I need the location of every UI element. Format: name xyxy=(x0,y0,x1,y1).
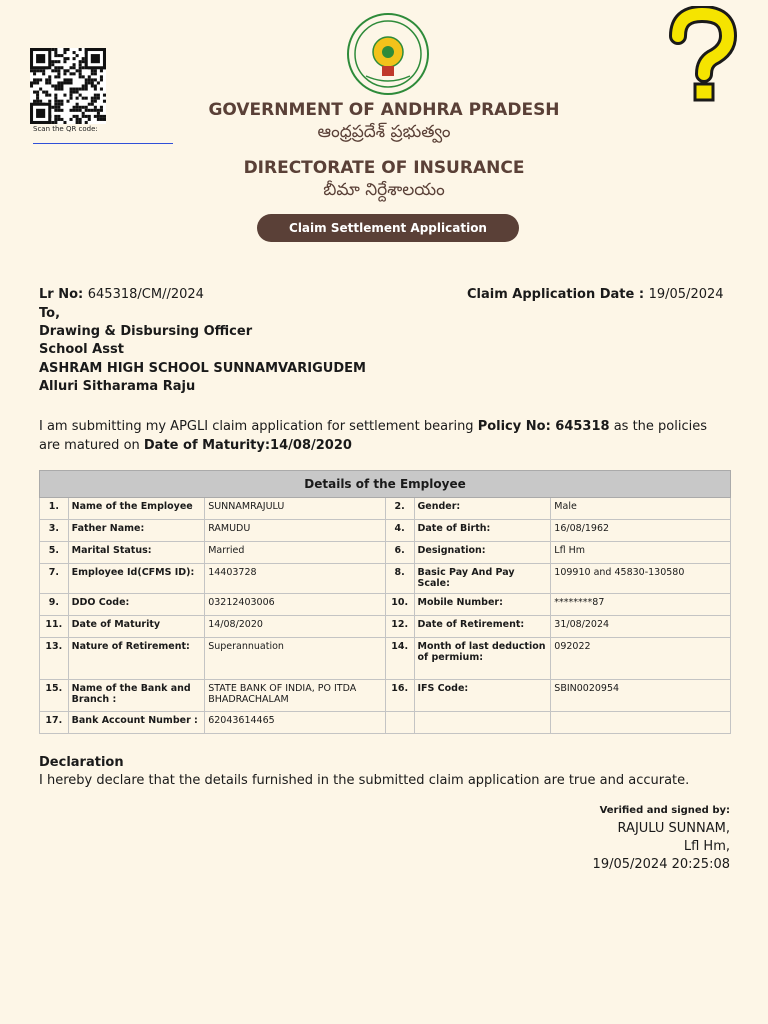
field-number: 10. xyxy=(385,594,414,616)
table-row xyxy=(40,520,731,542)
field-number: 1. xyxy=(40,498,69,520)
table-row xyxy=(40,542,731,564)
field-value: 16/08/1962 xyxy=(551,520,731,542)
field-label: Date of Retirement: xyxy=(414,616,551,638)
claim-date-label: Claim Application Date : xyxy=(467,287,645,302)
field-label: Designation: xyxy=(414,542,551,564)
field-number: 17. xyxy=(40,712,69,734)
signer-name: RAJULU SUNNAM, xyxy=(617,821,730,836)
field-label: Father Name: xyxy=(68,520,205,542)
field-number: 9. xyxy=(40,594,69,616)
field-label: Date of Maturity xyxy=(68,616,205,638)
claim-date-value: 19/05/2024 xyxy=(648,287,724,302)
lr-value: 645318/CM//2024 xyxy=(87,287,204,302)
intro-text-a: I am submitting my APGLI claim application for settlement bearing xyxy=(39,419,478,434)
field-number: 7. xyxy=(40,564,69,594)
field-number: 6. xyxy=(385,542,414,564)
field-value: SBIN0020954 xyxy=(551,680,731,712)
field-number: 4. xyxy=(385,520,414,542)
table-row xyxy=(40,594,731,616)
employee-details-table xyxy=(39,470,731,734)
address-line-1: Drawing & Disbursing Officer xyxy=(39,324,253,339)
document-type-pill: Claim Settlement Application xyxy=(257,214,519,242)
field-value xyxy=(551,712,731,734)
field-number: 8. xyxy=(385,564,414,594)
table-title: Details of the Employee xyxy=(40,471,731,498)
address-line-3: ASHRAM HIGH SCHOOL SUNNAMVARIGUDEM xyxy=(39,361,366,376)
field-value: Superannuation xyxy=(205,638,386,680)
signed-timestamp: 19/05/2024 20:25:08 xyxy=(592,857,730,872)
declaration-text: I hereby declare that the details furnished in the submitted claim application are true and accurate. xyxy=(39,773,690,788)
government-title: GOVERNMENT OF ANDHRA PRADESH xyxy=(208,100,560,120)
question-mark-icon xyxy=(664,6,740,106)
field-label: Employee Id(CFMS ID): xyxy=(68,564,205,594)
declaration-title: Declaration xyxy=(39,755,124,770)
field-number: 15. xyxy=(40,680,69,712)
field-value: 31/08/2024 xyxy=(551,616,731,638)
lr-number xyxy=(39,287,204,302)
field-label: Name of the Employee xyxy=(68,498,205,520)
maturity-date: Date of Maturity:14/08/2020 xyxy=(143,438,352,453)
table-row xyxy=(40,564,731,594)
field-label: Bank Account Number : xyxy=(68,712,205,734)
claim-application-date xyxy=(467,287,724,302)
field-number: 11. xyxy=(40,616,69,638)
field-number: 13. xyxy=(40,638,69,680)
signer-designation: Lfl Hm, xyxy=(683,839,730,854)
field-label: Mobile Number: xyxy=(414,594,551,616)
field-number: 2. xyxy=(385,498,414,520)
field-number xyxy=(385,712,414,734)
field-number: 12. xyxy=(385,616,414,638)
field-value: 092022 xyxy=(551,638,731,680)
field-number: 14. xyxy=(385,638,414,680)
field-value: 109910 and 45830-130580 xyxy=(551,564,731,594)
field-label: Date of Birth: xyxy=(414,520,551,542)
field-value: 14403728 xyxy=(205,564,386,594)
verified-label: Verified and signed by: xyxy=(599,805,730,816)
field-value: STATE BANK OF INDIA, PO ITDA BHADRACHALAM xyxy=(205,680,386,712)
field-value: SUNNAMRAJULU xyxy=(205,498,386,520)
field-value: 03212403006 xyxy=(205,594,386,616)
field-number: 5. xyxy=(40,542,69,564)
table-row xyxy=(40,680,731,712)
field-value: 14/08/2020 xyxy=(205,616,386,638)
intro-paragraph xyxy=(39,417,731,455)
field-number: 3. xyxy=(40,520,69,542)
field-label: Month of last deduction of permium: xyxy=(414,638,551,680)
policy-number: Policy No: 645318 xyxy=(477,419,610,434)
field-label: DDO Code: xyxy=(68,594,205,616)
field-label xyxy=(414,712,551,734)
field-number: 16. xyxy=(385,680,414,712)
directorate-title-telugu: బీమా నిర్దేశాలయం xyxy=(323,180,445,200)
intro-text-b: as the policies are matured on xyxy=(39,419,708,453)
directorate-title: DIRECTORATE OF INSURANCE xyxy=(243,158,525,178)
table-row xyxy=(40,712,731,734)
field-value: RAMUDU xyxy=(205,520,386,542)
government-title-telugu: ఆంధ్రప్రదేశ్ ప్రభుత్వం xyxy=(317,122,451,142)
field-value: ********87 xyxy=(551,594,731,616)
field-value: 62043614465 xyxy=(205,712,386,734)
table-row xyxy=(40,616,731,638)
table-row xyxy=(40,498,731,520)
field-value: Married xyxy=(205,542,386,564)
field-value: Lfl Hm xyxy=(551,542,731,564)
field-label: Nature of Retirement: xyxy=(68,638,205,680)
address-line-2: School Asst xyxy=(39,342,124,357)
field-label: IFS Code: xyxy=(414,680,551,712)
lr-label: Lr No: xyxy=(39,287,84,302)
field-value: Male xyxy=(551,498,731,520)
field-label: Basic Pay And Pay Scale: xyxy=(414,564,551,594)
field-label: Marital Status: xyxy=(68,542,205,564)
field-label: Name of the Bank and Branch : xyxy=(68,680,205,712)
ap-emblem-icon xyxy=(346,12,430,96)
table-row xyxy=(40,638,731,680)
to-line: To, xyxy=(39,306,61,321)
field-label: Gender: xyxy=(414,498,551,520)
address-line-4: Alluri Sitharama Raju xyxy=(39,379,196,394)
qr-label: Scan the QR code: xyxy=(33,125,98,133)
